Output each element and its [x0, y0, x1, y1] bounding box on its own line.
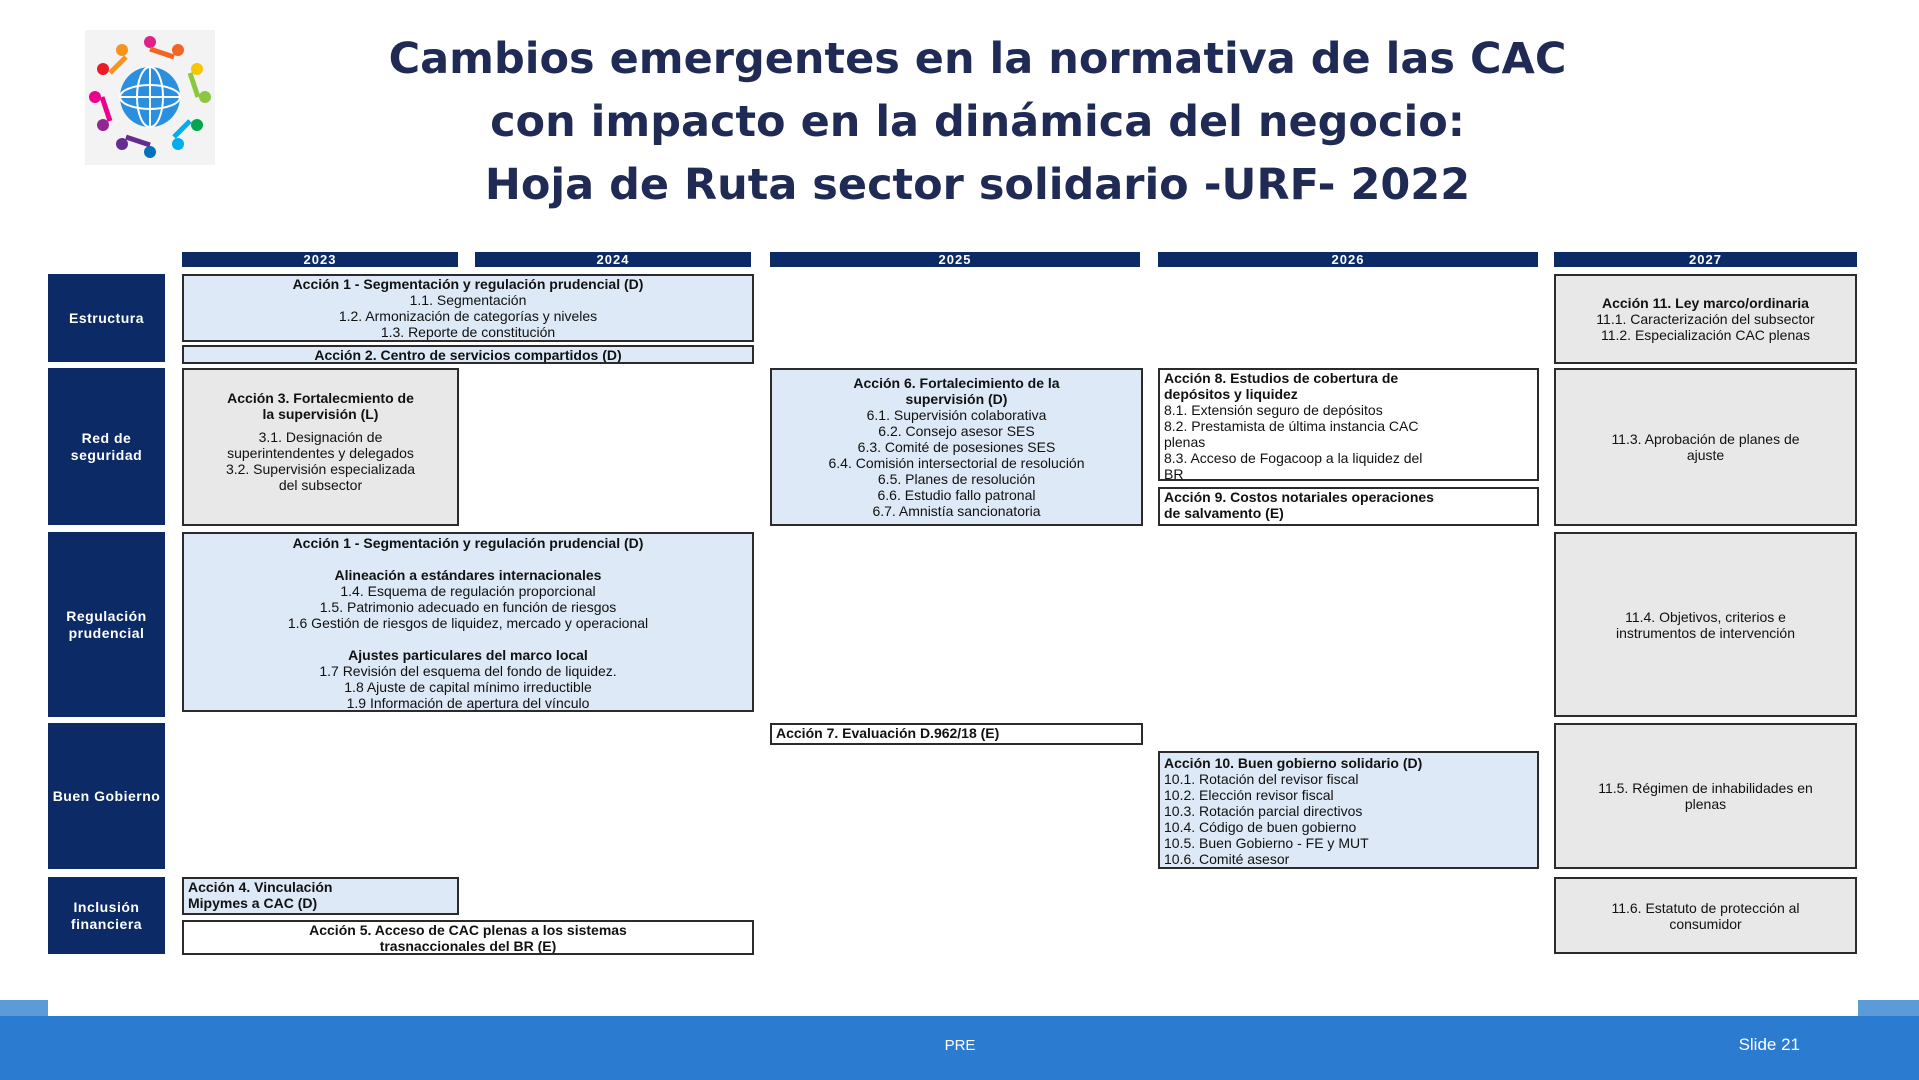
- action-10-item: 10.2. Elección revisor fiscal: [1164, 787, 1334, 803]
- logo: [85, 30, 215, 165]
- action-6-item: 6.4. Comisión intersectorial de resolución: [828, 455, 1085, 471]
- action-1b-subheading: Ajustes particulares del marco local: [348, 647, 588, 663]
- year-header-2025: 2025: [770, 252, 1140, 267]
- action-8-item: 8.1. Extensión seguro de depósitos: [1164, 402, 1383, 418]
- action-10-box: [1158, 751, 1539, 869]
- action-3-box: [182, 368, 459, 526]
- year-header-2027: 2027: [1554, 252, 1857, 267]
- action-3-item: del subsector: [278, 477, 363, 493]
- action-11-4-item: 11.4. Objetivos, criterios e: [1625, 608, 1786, 625]
- action-2-title: Acción 2. Centro de servicios compartidos (D): [314, 347, 622, 363]
- action-9-title-2: de salvamento (E): [1164, 505, 1284, 521]
- slide-number: Slide 21: [1738, 1035, 1800, 1054]
- action-11-6-item: 11.6. Estatuto de protección al: [1611, 899, 1800, 916]
- action-10-item: 10.3. Rotación parcial directivos: [1164, 803, 1363, 819]
- title-line-1: Cambios emergentes en la normativa de las CAC: [388, 34, 1567, 84]
- action-1b-title: Acción 1 - Segmentación y regulación prudencial (D): [292, 535, 644, 551]
- action-3-title-2: la supervisión (L): [262, 406, 379, 422]
- action-11-5-item: plenas: [1684, 796, 1727, 812]
- action-1-item: 1.3. Reporte de constitución: [380, 324, 556, 340]
- action-1b-item: 1.8 Ajuste de capital mínimo irreductible: [344, 679, 592, 695]
- row-label-buen-gobierno: Buen Gobierno: [48, 723, 165, 869]
- action-1b-box: [182, 532, 754, 712]
- action-3-item: 3.2. Supervisión especializada: [225, 461, 416, 477]
- action-1-item: 1.2. Armonización de categorías y niveles: [338, 308, 598, 324]
- action-8-item: plenas: [1164, 434, 1206, 450]
- action-10-item: 10.6. Comité asesor: [1164, 851, 1290, 867]
- action-8-title: Acción 8. Estudios de cobertura de: [1164, 370, 1399, 386]
- action-11-item: 11.1. Caracterización del subsector: [1596, 311, 1815, 327]
- action-7-title: Acción 7. Evaluación D.962/18 (E): [776, 725, 1000, 741]
- action-1b-item: 1.4. Esquema de regulación proporcional: [340, 583, 596, 599]
- action-1b-item: 1.5. Patrimonio adecuado en función de riesgos: [319, 599, 617, 615]
- year-header-2023: 2023: [182, 252, 458, 267]
- slide-title: [300, 28, 1655, 217]
- action-7-box: [770, 723, 1143, 745]
- action-11-5-item: 11.5. Régimen de inhabilidades en: [1598, 780, 1813, 796]
- action-6-item: 6.3. Comité de posesiones SES: [857, 439, 1056, 455]
- action-10-item: 10.1. Rotación del revisor fiscal: [1164, 771, 1359, 787]
- action-11-3-item: 11.3. Aprobación de planes de: [1611, 431, 1800, 447]
- row-label-red-de-seguridad: Red de seguridad: [48, 368, 165, 525]
- row-label-estructura: Estructura: [48, 274, 165, 362]
- action-5-title: Acción 5. Acceso de CAC plenas a los sistemas: [309, 922, 627, 938]
- action-3-title: Acción 3. Fortalecmiento de: [227, 390, 414, 406]
- year-header-2024: 2024: [475, 252, 751, 267]
- action-8-title-2: depósitos y liquidez: [1164, 386, 1298, 402]
- action-8-item: 8.3. Acceso de Fogacoop a la liquidez del: [1164, 450, 1423, 466]
- action-11-item: 11.2. Especialización CAC plenas: [1600, 327, 1811, 343]
- action-10-item: 10.5. Buen Gobierno - FE y MUT: [1164, 835, 1369, 851]
- action-6-box: [770, 368, 1143, 526]
- row-label-regulacion-prudencial: Regulación prudencial: [48, 532, 165, 717]
- action-3-item: superintendentes y delegados: [227, 445, 414, 461]
- globe-people-logo-icon: [85, 30, 215, 165]
- action-4-title: Acción 4. Vinculación: [188, 879, 333, 895]
- action-4-box: [182, 877, 459, 915]
- action-5-title-2: trasnaccionales del BR (E): [379, 938, 557, 954]
- action-11-3-box: [1554, 368, 1857, 526]
- year-header-2026: 2026: [1158, 252, 1538, 267]
- action-3-item: 3.1. Designación de: [258, 429, 383, 445]
- action-11-6-item: consumidor: [1669, 915, 1742, 932]
- action-6-title: Acción 6. Fortalecimiento de la: [853, 375, 1060, 391]
- action-9-title: Acción 9. Costos notariales operaciones: [1164, 489, 1434, 505]
- action-11-6-box: [1554, 877, 1857, 954]
- action-1-item: 1.1. Segmentación: [409, 292, 527, 308]
- action-11-title: Acción 11. Ley marco/ordinaria: [1602, 295, 1809, 311]
- action-1-box: [182, 274, 754, 342]
- action-2-box: [182, 345, 754, 364]
- footer-accent-left: [0, 1000, 48, 1016]
- action-1b-item: 1.9 Información de apertura del vínculo: [346, 695, 590, 711]
- action-10-title: Acción 10. Buen gobierno solidario (D): [1164, 755, 1423, 771]
- footer-text: PRE: [944, 1037, 976, 1054]
- action-4-title-2: Mipymes a CAC (D): [188, 895, 318, 911]
- action-1b-item: 1.7 Revisión del esquema del fondo de liquidez.: [319, 663, 617, 679]
- action-11-4-box: [1554, 532, 1857, 717]
- action-1b-subheading: Alineación a estándares internacionales: [334, 567, 602, 583]
- action-8-box: [1158, 368, 1539, 481]
- action-11-3-item: ajuste: [1686, 447, 1725, 463]
- action-5-box: [182, 920, 754, 955]
- action-1b-item: 1.6 Gestión de riesgos de liquidez, mercado y operacional: [287, 615, 649, 631]
- action-6-item: 6.7. Amnistía sancionatoria: [872, 503, 1041, 519]
- action-8-item: 8.2. Prestamista de última instancia CAC: [1164, 418, 1419, 434]
- footer-accent-right: [1858, 1000, 1919, 1016]
- title-line-2: con impacto en la dinámica del negocio:: [490, 97, 1465, 147]
- action-6-item: 6.6. Estudio fallo patronal: [877, 487, 1036, 503]
- action-9-box: [1158, 487, 1539, 526]
- row-label-inclusion-financiera: Inclusión financiera: [48, 877, 165, 954]
- action-11-5-box: [1554, 723, 1857, 869]
- action-10-item: 10.4. Código de buen gobierno: [1164, 819, 1357, 835]
- action-8-item: BR: [1164, 466, 1184, 481]
- action-6-item: 6.2. Consejo asesor SES: [878, 423, 1035, 439]
- action-6-item: 6.5. Planes de resolución: [877, 471, 1036, 487]
- action-6-title-2: supervisión (D): [905, 391, 1008, 407]
- action-11-box: [1554, 274, 1857, 364]
- action-11-4-item: instrumentos de intervención: [1616, 624, 1795, 641]
- action-6-item: 6.1. Supervisión colaborativa: [866, 407, 1047, 423]
- title-line-3: Hoja de Ruta sector solidario -URF- 2022: [484, 160, 1471, 210]
- action-1-title: Acción 1 - Segmentación y regulación prudencial (D): [292, 276, 644, 292]
